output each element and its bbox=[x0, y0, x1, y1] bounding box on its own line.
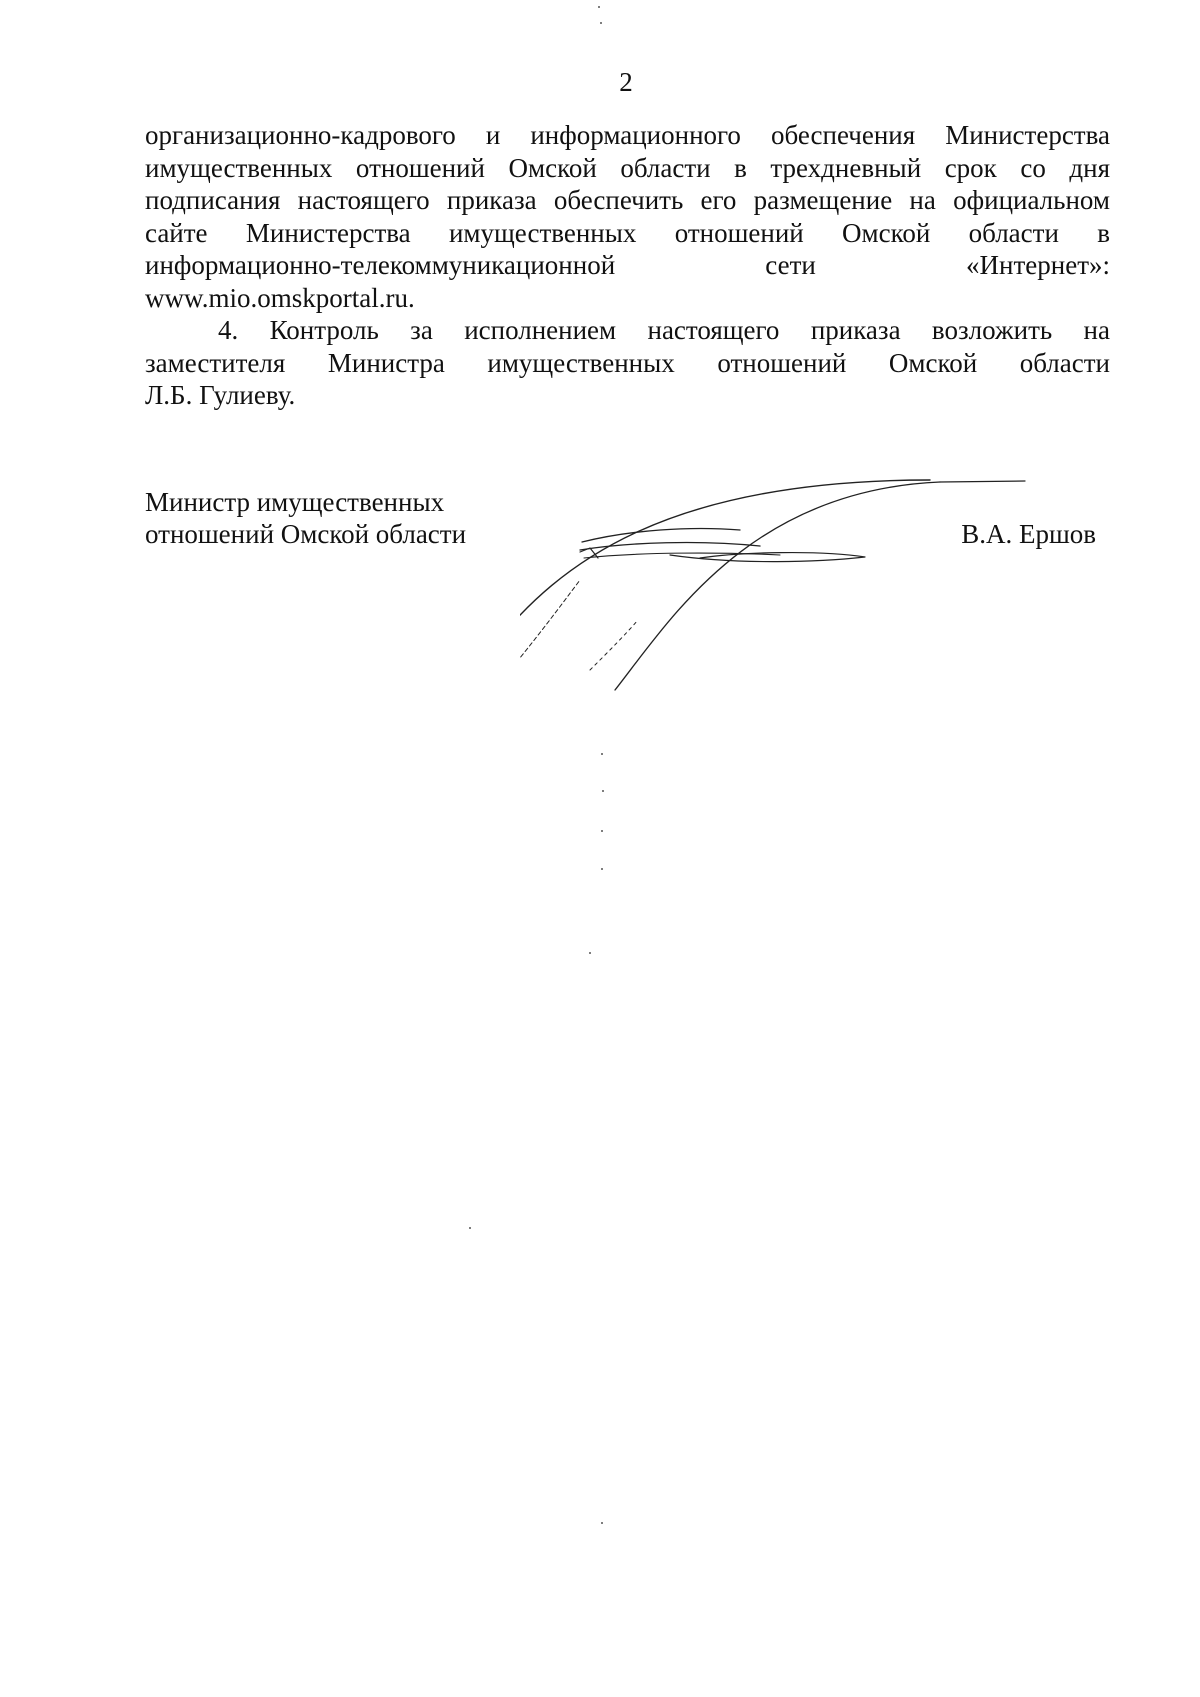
text-line: подписания настоящего приказа обеспечить его размещение на официальном bbox=[145, 185, 1110, 215]
scan-speck bbox=[601, 1522, 603, 1524]
scan-speck bbox=[598, 6, 600, 8]
website-link-text: www.mio.omskportal.ru. bbox=[145, 282, 415, 313]
text-line: сайте Министерства имущественных отношений Омской области в bbox=[145, 217, 1110, 248]
text-line: организационно-кадрового и информационного обеспечения Министерства bbox=[145, 120, 1110, 150]
document-body bbox=[145, 119, 1110, 412]
text-line: Л.Б. Гулиеву. bbox=[145, 380, 296, 410]
scan-speck bbox=[601, 753, 603, 755]
scan-speck bbox=[589, 952, 591, 954]
scan-speck bbox=[601, 868, 603, 870]
text-line: имущественных отношений Омской области в трехдневный срок со дня bbox=[145, 152, 1110, 183]
handwritten-signature bbox=[520, 460, 1050, 710]
text-line: заместителя Министра имущественных отношений Омской области bbox=[145, 347, 1110, 378]
text-line: 4. Контроль за исполнением настоящего приказа возложить на bbox=[218, 315, 1110, 345]
scan-speck bbox=[469, 1227, 471, 1229]
page-number: 2 bbox=[619, 67, 633, 97]
signer-name: В.А. Ершов bbox=[961, 519, 1096, 549]
scan-speck bbox=[602, 790, 604, 792]
signer-title-line-1: Министр имущественных bbox=[145, 487, 445, 517]
paragraph-publication bbox=[145, 119, 1110, 314]
signer-title bbox=[145, 486, 466, 550]
paragraph-control bbox=[145, 314, 1110, 412]
signer-title-line-2: отношений Омской области bbox=[145, 519, 467, 549]
scan-speck bbox=[601, 830, 603, 832]
scan-speck bbox=[600, 22, 602, 24]
text-line: информационно-телекоммуникационной сети «Интернет»: bbox=[145, 250, 1110, 280]
